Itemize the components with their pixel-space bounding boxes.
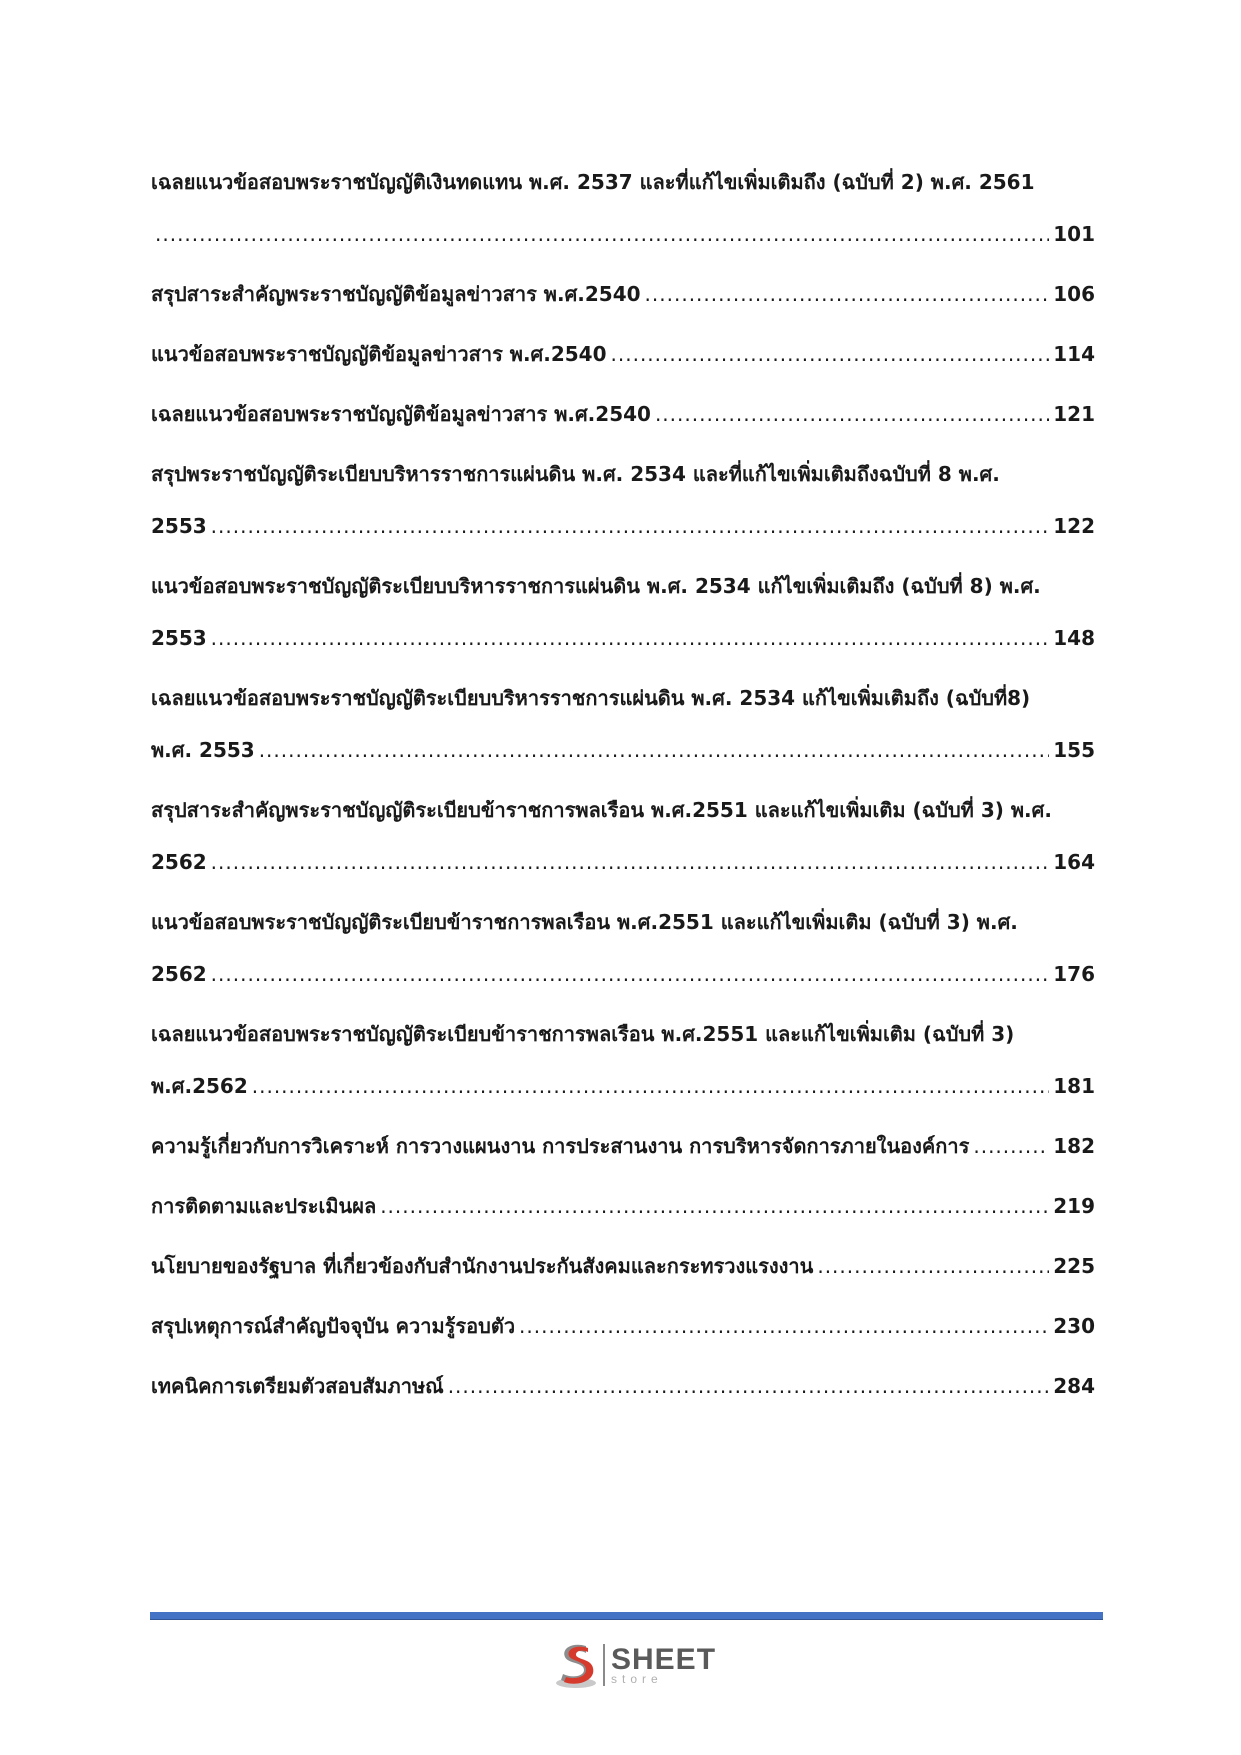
logo-separator <box>603 1644 605 1686</box>
toc-entry-title: สรุปสาระสำคัญพระราชบัญญัติข้อมูลข่าวสาร พ.ศ.2540 <box>151 282 641 306</box>
toc-dot-leader <box>155 208 1049 260</box>
toc-entry[interactable] <box>151 448 1095 552</box>
toc-leader-row <box>151 1360 1095 1412</box>
logo-subtitle: store <box>611 1672 663 1686</box>
toc-leader-row <box>151 1180 1095 1232</box>
toc-dot-leader <box>259 724 1050 776</box>
toc-dot-leader <box>211 612 1050 664</box>
sheet-store-logo <box>553 1636 723 1694</box>
toc-leader-row <box>151 724 1095 776</box>
toc-leader-row <box>151 948 1095 1000</box>
toc-entry[interactable] <box>151 784 1095 888</box>
toc-leader-row <box>151 836 1095 888</box>
toc-entry-title: เฉลยแนวข้อสอบพระราชบัญญัติระเบียบบริหารราชการแผ่นดิน พ.ศ. 2534 แก้ไขเพิ่มเติมถึง (ฉบับที่8) <box>151 686 1031 710</box>
toc-entry[interactable] <box>151 560 1095 664</box>
toc-page-number: 106 <box>1053 282 1095 306</box>
toc-entry[interactable] <box>151 1300 1095 1352</box>
toc-entry[interactable] <box>151 1008 1095 1112</box>
toc-entry-title: เฉลยแนวข้อสอบพระราชบัญญัติเงินทดแทน พ.ศ. 2537 และที่แก้ไขเพิ่มเติมถึง (ฉบับที่ 2) พ.ศ. 2561 <box>151 170 1035 194</box>
toc-page-number: 148 <box>1053 626 1095 650</box>
toc-leader-row <box>151 1120 1095 1172</box>
toc-leader-row <box>151 612 1095 664</box>
toc-leader-row <box>151 328 1095 380</box>
toc-entry[interactable] <box>151 1120 1095 1172</box>
toc-entry-title: สรุปพระราชบัญญัติระเบียบบริหารราชการแผ่นดิน พ.ศ. 2534 และที่แก้ไขเพิ่มเติมถึงฉบับที่ 8 พ.ศ. <box>151 462 1000 486</box>
toc-entry-title-continuation: 2553 <box>151 626 207 650</box>
toc-entry[interactable] <box>151 1240 1095 1292</box>
toc-entry[interactable] <box>151 328 1095 380</box>
toc-page-number: 121 <box>1053 402 1095 426</box>
sheet-store-logo-icon <box>553 1640 599 1690</box>
toc-page-number: 114 <box>1053 342 1095 366</box>
toc-page-number: 219 <box>1053 1194 1095 1218</box>
toc-dot-leader <box>380 1180 1049 1232</box>
toc-leader-row <box>151 1300 1095 1352</box>
toc-entry-title: นโยบายของรัฐบาล ที่เกี่ยวข้องกับสำนักงานประกันสังคมและกระทรวงแรงงาน <box>151 1254 814 1278</box>
toc-entry-title: เฉลยแนวข้อสอบพระราชบัญญัติระเบียบข้าราชการพลเรือน พ.ศ.2551 และแก้ไขเพิ่มเติม (ฉบับที่ 3) <box>151 1022 1015 1046</box>
toc-entry-title: แนวข้อสอบพระราชบัญญัติข้อมูลข่าวสาร พ.ศ.2540 <box>151 342 607 366</box>
toc-entry[interactable] <box>151 896 1095 1000</box>
toc-entry-title: เฉลยแนวข้อสอบพระราชบัญญัติข้อมูลข่าวสาร พ.ศ.2540 <box>151 402 651 426</box>
toc-page-number: 182 <box>1053 1134 1095 1158</box>
toc-page-number: 164 <box>1053 850 1095 874</box>
toc-leader-row <box>151 500 1095 552</box>
toc-page-number: 101 <box>1053 222 1095 246</box>
toc-page-number: 181 <box>1053 1074 1095 1098</box>
toc-entry[interactable] <box>151 388 1095 440</box>
toc-leader-row <box>151 388 1095 440</box>
toc-dot-leader <box>973 1120 1049 1172</box>
toc-page-number: 284 <box>1053 1374 1095 1398</box>
toc-page-number: 176 <box>1053 962 1095 986</box>
toc-dot-leader <box>817 1240 1049 1292</box>
toc-entry[interactable] <box>151 1180 1095 1232</box>
toc-entry[interactable] <box>151 268 1095 320</box>
footer-rule <box>150 1612 1103 1620</box>
toc-entry[interactable] <box>151 672 1095 776</box>
toc-entry-title: เทคนิคการเตรียมตัวสอบสัมภาษณ์ <box>151 1374 444 1398</box>
toc-entry-title-continuation: 2562 <box>151 850 207 874</box>
toc-leader-row <box>151 268 1095 320</box>
table-of-contents <box>151 156 1095 1420</box>
toc-leader-row <box>151 208 1095 260</box>
toc-page-number: 230 <box>1053 1314 1095 1338</box>
toc-dot-leader <box>448 1360 1050 1412</box>
toc-entry-title: สรุปสาระสำคัญพระราชบัญญัติระเบียบข้าราชการพลเรือน พ.ศ.2551 และแก้ไขเพิ่มเติม (ฉบับที่ 3) พ.ศ. <box>151 798 1052 822</box>
toc-dot-leader <box>252 1060 1050 1112</box>
toc-entry-title: การติดตามและประเมินผล <box>151 1194 377 1218</box>
logo-title: SHEET <box>611 1643 717 1676</box>
toc-entry-title: สรุปเหตุการณ์สำคัญปัจจุบัน ความรู้รอบตัว <box>151 1314 516 1338</box>
toc-entry-title-continuation: 2562 <box>151 962 207 986</box>
toc-entry-title-continuation: พ.ศ.2562 <box>151 1074 248 1098</box>
toc-page-number: 122 <box>1053 514 1095 538</box>
toc-dot-leader <box>645 268 1050 320</box>
toc-entry-title-continuation: 2553 <box>151 514 207 538</box>
toc-entry-title: แนวข้อสอบพระราชบัญญัติระเบียบข้าราชการพลเรือน พ.ศ.2551 และแก้ไขเพิ่มเติม (ฉบับที่ 3) พ.ศ. <box>151 910 1018 934</box>
toc-dot-leader <box>519 1300 1049 1352</box>
toc-dot-leader <box>211 836 1050 888</box>
toc-entry-title: ความรู้เกี่ยวกับการวิเคราะห์ การวางแผนงาน การประสานงาน การบริหารจัดการภายในองค์การ <box>151 1134 970 1158</box>
toc-leader-row <box>151 1060 1095 1112</box>
toc-page-number: 225 <box>1053 1254 1095 1278</box>
toc-page-number: 155 <box>1053 738 1095 762</box>
toc-leader-row <box>151 1240 1095 1292</box>
toc-entry[interactable] <box>151 1360 1095 1412</box>
toc-dot-leader <box>211 500 1050 552</box>
toc-entry[interactable] <box>151 156 1095 260</box>
toc-dot-leader <box>655 388 1049 440</box>
logo-text <box>611 1645 716 1685</box>
toc-entry-title: แนวข้อสอบพระราชบัญญัติระเบียบบริหารราชการแผ่นดิน พ.ศ. 2534 แก้ไขเพิ่มเติมถึง (ฉบับที่ 8) พ.ศ. <box>151 574 1041 598</box>
toc-dot-leader <box>211 948 1050 1000</box>
toc-dot-leader <box>611 328 1050 380</box>
toc-entry-title-continuation: พ.ศ. 2553 <box>151 738 255 762</box>
